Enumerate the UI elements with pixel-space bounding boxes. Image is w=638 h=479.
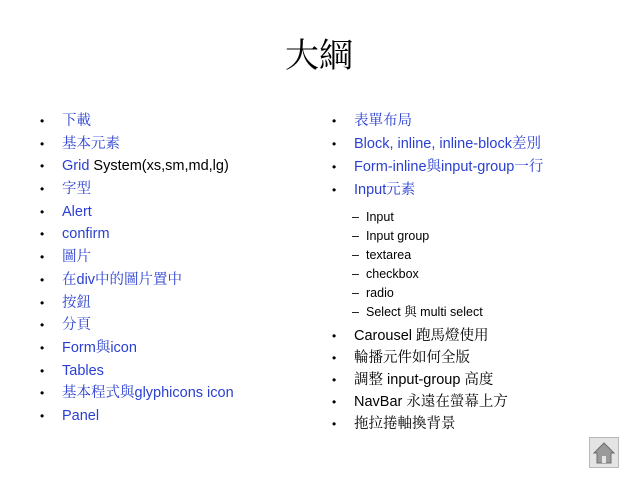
list-item — [332, 413, 632, 435]
left-outline-list — [40, 110, 310, 428]
dash: – — [352, 286, 359, 300]
list-item — [332, 325, 632, 347]
bullet: • — [332, 395, 337, 409]
sub-list-item — [332, 284, 632, 303]
dash: – — [352, 267, 359, 281]
list-item — [332, 156, 632, 179]
sub-list-item — [332, 303, 632, 322]
sub-list-item — [332, 227, 632, 246]
item-label: 調整 input-group 高度 — [354, 372, 494, 388]
list-item — [40, 405, 310, 428]
item-label: confirm — [62, 226, 110, 243]
sub-item-label: Input group — [366, 229, 430, 243]
bullet: • — [40, 136, 45, 151]
slide-title: 大綱 — [285, 37, 353, 75]
bullet: • — [332, 114, 337, 128]
sub-item-label: Input — [366, 210, 394, 224]
list-item — [40, 292, 310, 315]
dash: – — [352, 210, 359, 224]
bullet: • — [332, 160, 337, 174]
list-item — [40, 246, 310, 269]
list-item — [332, 179, 632, 202]
sub-item-label: radio — [366, 286, 394, 300]
list-item — [40, 269, 310, 292]
list-item — [40, 133, 310, 156]
sub-item-label: textarea — [366, 248, 412, 262]
item-label: 表單布局 — [354, 113, 412, 129]
sub-list-item — [332, 246, 632, 265]
bullet: • — [332, 373, 337, 387]
item-label-part-a: Grid — [62, 158, 90, 175]
item-label: Carousel 跑馬燈使用 — [354, 328, 489, 344]
bullet: • — [332, 417, 337, 431]
list-item — [332, 391, 632, 413]
list-item — [332, 369, 632, 391]
item-label: 基本元素 — [62, 135, 120, 152]
sub-list-item — [332, 208, 632, 227]
bullet: • — [332, 183, 337, 197]
list-item — [40, 337, 310, 360]
bullet: • — [40, 408, 45, 423]
item-label: Panel — [62, 407, 100, 424]
list-item — [40, 110, 310, 133]
item-label: 按鈕 — [62, 294, 91, 311]
bullet: • — [40, 250, 45, 265]
list-item — [40, 178, 310, 201]
list-item — [40, 155, 310, 178]
sub-list-item — [332, 265, 632, 284]
list-item — [40, 201, 310, 224]
bullet: • — [40, 159, 45, 174]
sub-item-label: checkbox — [366, 267, 419, 281]
bullet: • — [332, 329, 337, 343]
bullet: • — [40, 114, 45, 128]
item-label-part-b: System(xs,sm,md,lg) — [89, 158, 229, 175]
item-label: 分頁 — [62, 317, 91, 334]
bullet: • — [40, 295, 45, 310]
item-label: 拖拉捲軸換背景 — [354, 416, 456, 432]
list-item — [40, 382, 310, 405]
item-label: 在div中的圖片置中 — [62, 271, 183, 288]
dash: – — [352, 248, 359, 262]
bullet: • — [40, 386, 45, 401]
item-label: 字型 — [62, 181, 91, 198]
home-nav-button[interactable] — [589, 437, 619, 468]
item-label: Form-inline與input-group一行 — [354, 159, 544, 175]
dash: – — [352, 229, 359, 243]
bullet: • — [40, 182, 45, 197]
item-label: Form與icon — [62, 339, 137, 356]
bullet: • — [40, 272, 45, 287]
list-item — [40, 360, 310, 383]
right-outline-list — [332, 110, 632, 435]
item-label: Block, inline, inline-block差別 — [354, 136, 541, 152]
list-item — [332, 133, 632, 156]
list-item — [40, 314, 310, 337]
item-label: 基本程式與glyphicons icon — [62, 385, 234, 402]
dash: – — [352, 305, 359, 319]
bullet: • — [332, 137, 337, 151]
bullet: • — [332, 351, 337, 365]
list-item — [40, 223, 310, 246]
sub-item-label: Select 與 multi select — [366, 305, 483, 319]
home-icon — [592, 440, 616, 465]
item-label: 圖片 — [62, 249, 91, 266]
bullet: • — [40, 318, 45, 333]
bullet: • — [40, 204, 45, 219]
item-label: Tables — [62, 362, 104, 379]
bullet: • — [40, 340, 45, 355]
list-item — [332, 110, 632, 133]
list-item — [332, 347, 632, 369]
bullet: • — [40, 363, 45, 378]
bullet: • — [40, 227, 45, 242]
item-label: 輪播元件如何全版 — [354, 350, 470, 366]
item-label: Input元素 — [354, 182, 416, 198]
item-label: Alert — [62, 203, 92, 220]
item-label: NavBar 永遠在螢幕上方 — [354, 394, 508, 410]
item-label: 下載 — [62, 113, 91, 129]
